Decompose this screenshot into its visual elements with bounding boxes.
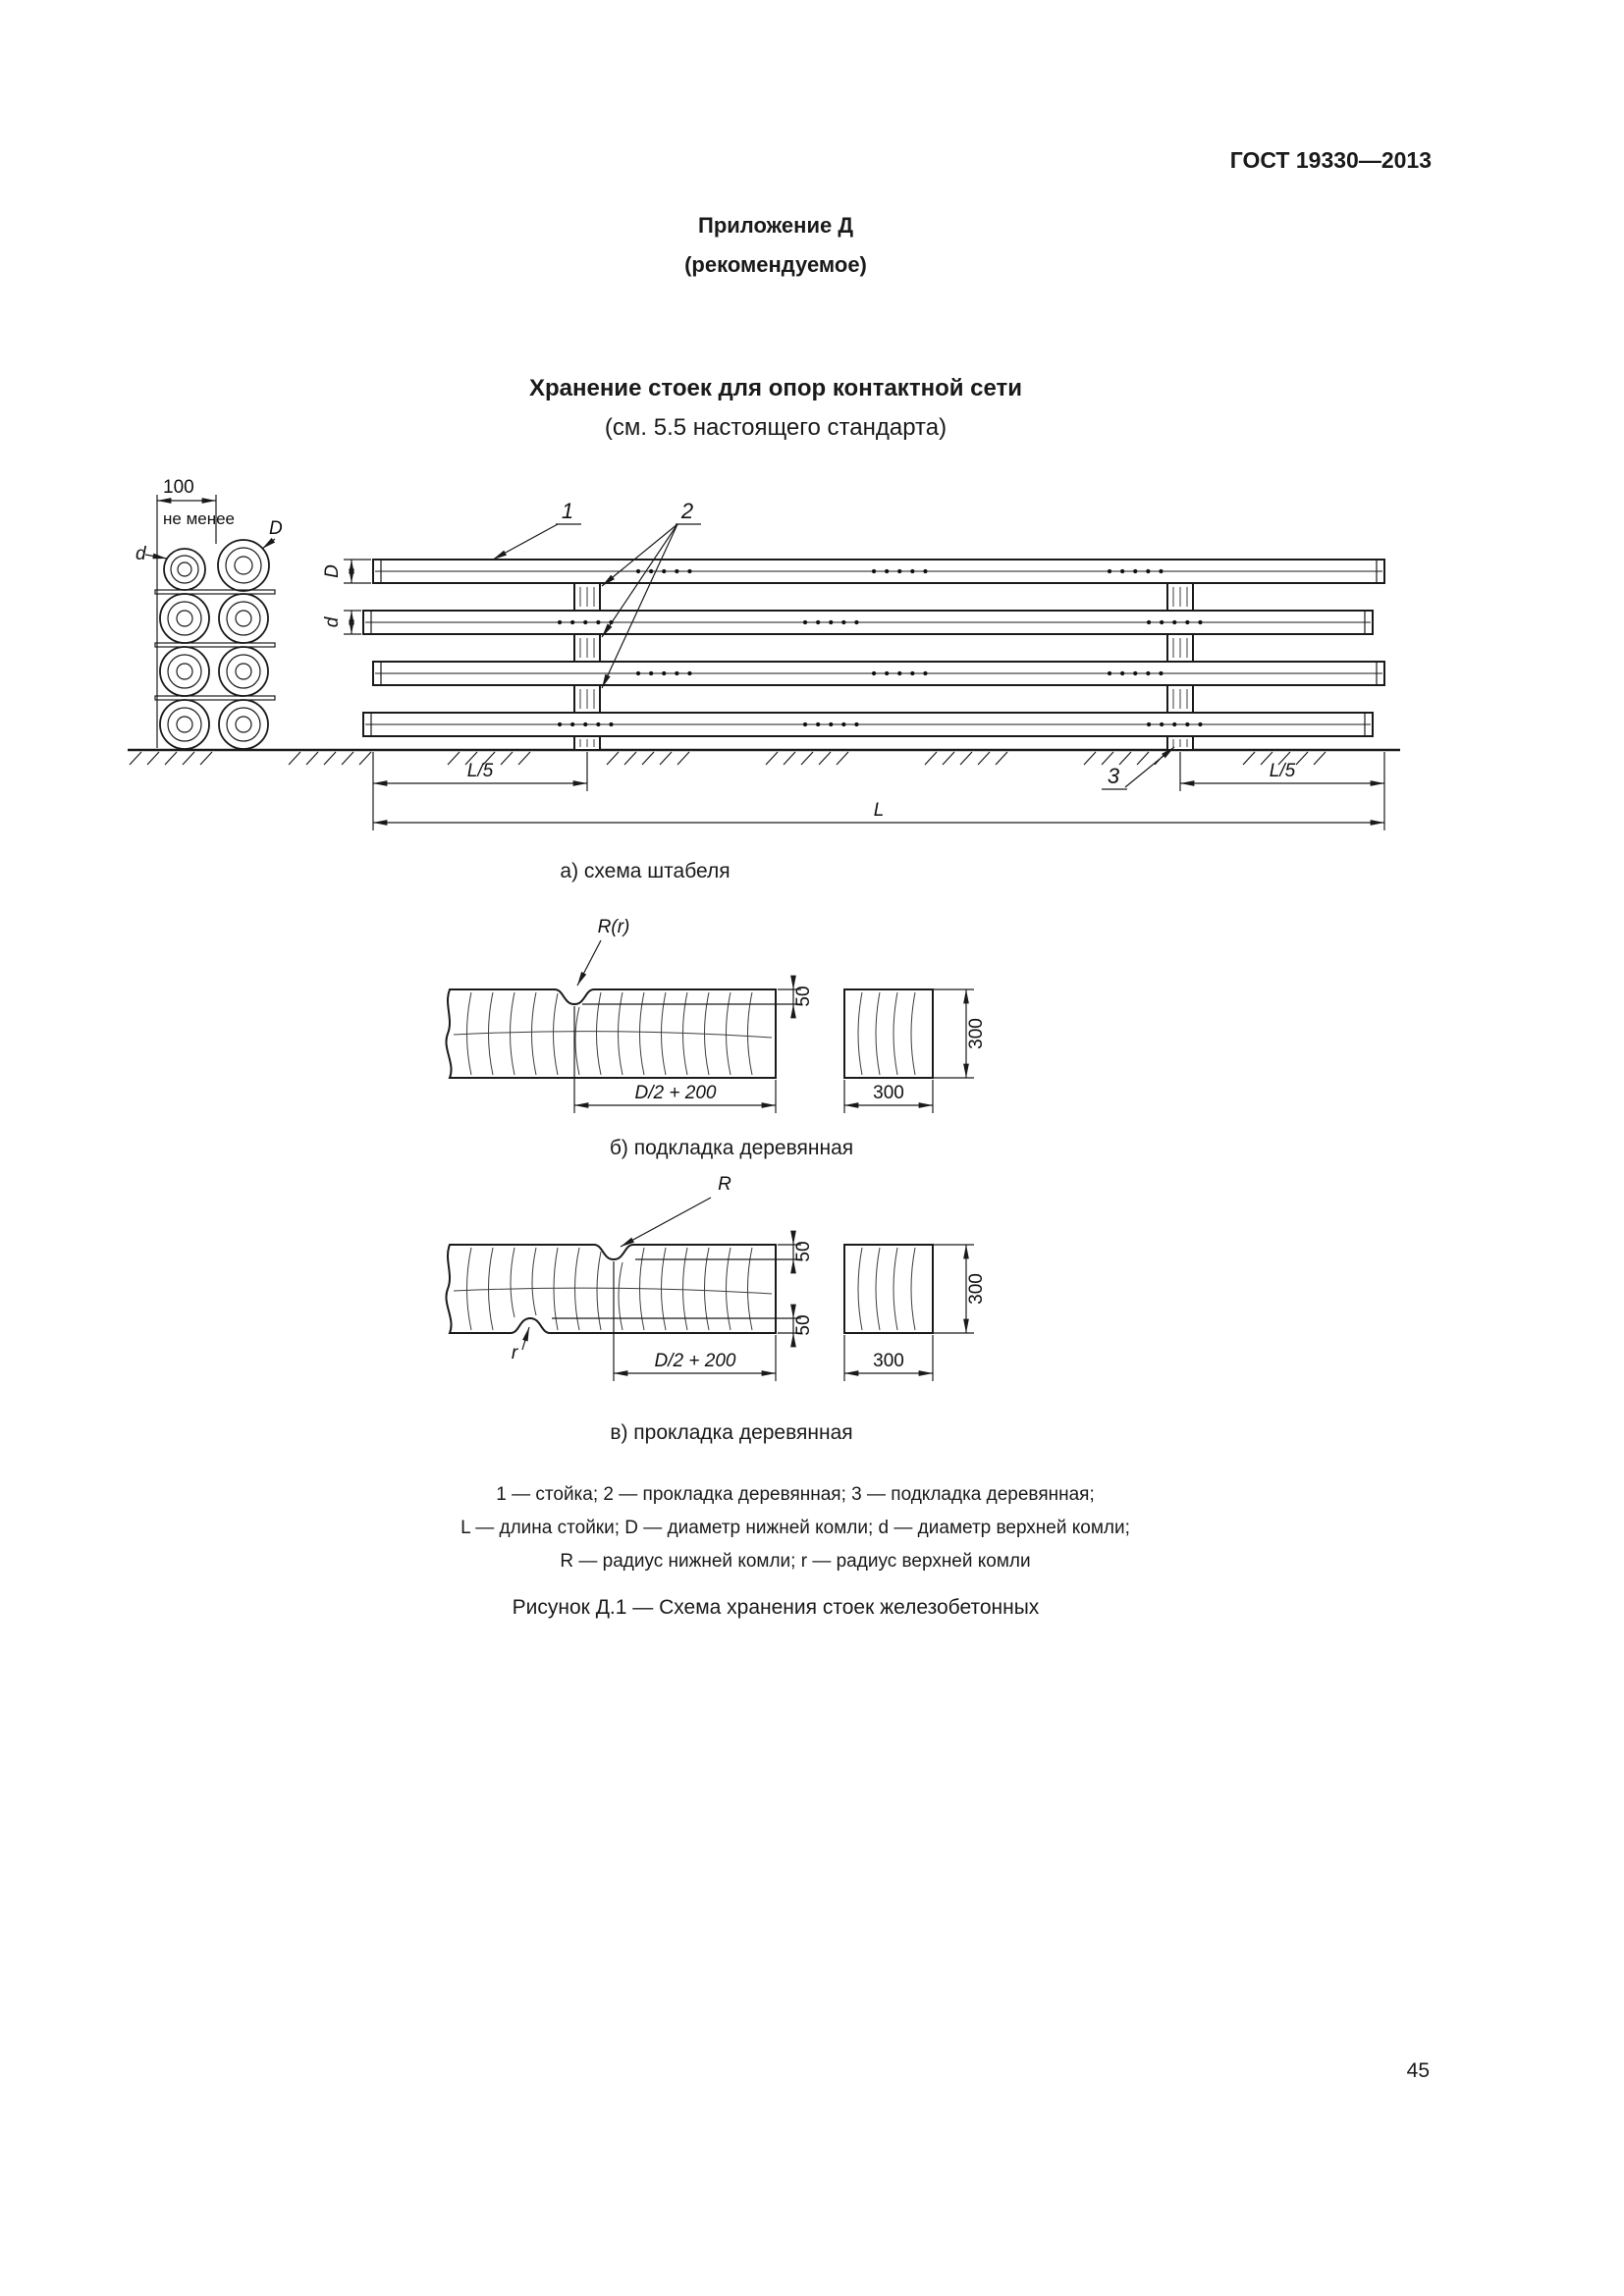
pad-side-view — [446, 989, 776, 1078]
dim-l5-right-label: L/5 — [1269, 761, 1296, 781]
pad-end-width-dim — [844, 1080, 933, 1113]
label-Rr: R(r) — [597, 917, 630, 937]
caption-c: в) прокладка деревянная — [610, 1421, 853, 1444]
dim-300v-label: 300 — [966, 1273, 987, 1305]
callout-2 — [602, 499, 701, 688]
gost-reference: ГОСТ 19330—2013 — [1229, 147, 1432, 173]
diagram-wooden-pad — [432, 903, 1080, 1134]
legend — [0, 1478, 1591, 1578]
dim-gap-note: не менее — [163, 509, 236, 528]
dim-pole-D — [322, 560, 371, 583]
section-subtitle: (см. 5.5 настоящего стандарта) — [604, 414, 947, 441]
pad-end-height-dim — [933, 989, 987, 1078]
caption-a: а) схема штабеля — [560, 860, 731, 882]
pole-1 — [373, 560, 1384, 583]
dim-l5-left-label: L/5 — [466, 761, 494, 781]
dim-gap-value: 100 — [163, 477, 194, 498]
label-r: r — [511, 1343, 518, 1363]
dim-pole-d-label: d — [322, 616, 343, 628]
dim-pole-d — [322, 611, 361, 634]
diagram-stack-scheme — [128, 461, 1404, 854]
appendix-title: Приложение Д — [698, 213, 853, 238]
legend-line-3: R — радиус нижней комли; r — радиус верхней комли — [560, 1551, 1031, 1572]
dim-50-top-label: 50 — [793, 1241, 814, 1262]
ground-hatch — [130, 752, 1326, 765]
dim-50-bottom-label: 50 — [793, 1314, 814, 1336]
stack-end-view — [155, 540, 275, 749]
page-number: 45 — [1406, 2059, 1430, 2082]
dim-L-label: L — [873, 800, 885, 821]
pole-4 — [363, 713, 1373, 736]
label-R: R — [718, 1174, 731, 1195]
section-header — [0, 369, 1551, 448]
dim-pole-D-label: D — [322, 564, 343, 578]
caption-b: б) подкладка деревянная — [609, 1137, 854, 1159]
dim-300v-label: 300 — [966, 1018, 987, 1049]
dim-length-label: D/2 + 200 — [654, 1351, 736, 1371]
pole-3 — [373, 662, 1384, 685]
label-top-d: d — [135, 544, 146, 564]
figure-caption: Рисунок Д.1 — Схема хранения стоек железобетонных — [512, 1596, 1040, 1619]
spacer-end-width-dim — [844, 1335, 933, 1381]
pad-end-view — [844, 989, 933, 1078]
legend-line-1: 1 — стойка; 2 — прокладка деревянная; 3 — подкладка деревянная; — [496, 1484, 1095, 1505]
diagram-wooden-spacer — [432, 1158, 1080, 1399]
spacer-radius-top-label — [621, 1174, 731, 1247]
section-title: Хранение стоек для опор контактной сети — [528, 375, 1023, 401]
callout-1 — [493, 499, 581, 560]
dim-bottom — [373, 752, 1384, 830]
pad-radius-label — [577, 917, 629, 986]
spacer-end-view — [844, 1245, 933, 1333]
callout-3-label: 3 — [1107, 764, 1120, 788]
legend-line-2: L — длина стойки; D — диаметр нижней комли; d — диаметр верхней комли; — [460, 1518, 1130, 1538]
label-top-D: D — [269, 518, 283, 539]
pole-2 — [363, 611, 1373, 634]
appendix-subtitle: (рекомендуемое) — [684, 252, 867, 277]
dim-length-label: D/2 + 200 — [634, 1083, 717, 1103]
spacer-side-view — [446, 1245, 776, 1333]
spacer-end-height-dim — [933, 1245, 987, 1333]
appendix-header — [0, 206, 1551, 285]
callout-1-label: 1 — [561, 499, 574, 523]
dim-300h-label: 300 — [873, 1083, 904, 1103]
callout-2-label: 2 — [680, 499, 694, 523]
dim-300h-label: 300 — [873, 1351, 904, 1371]
dim-50-label: 50 — [793, 986, 814, 1007]
